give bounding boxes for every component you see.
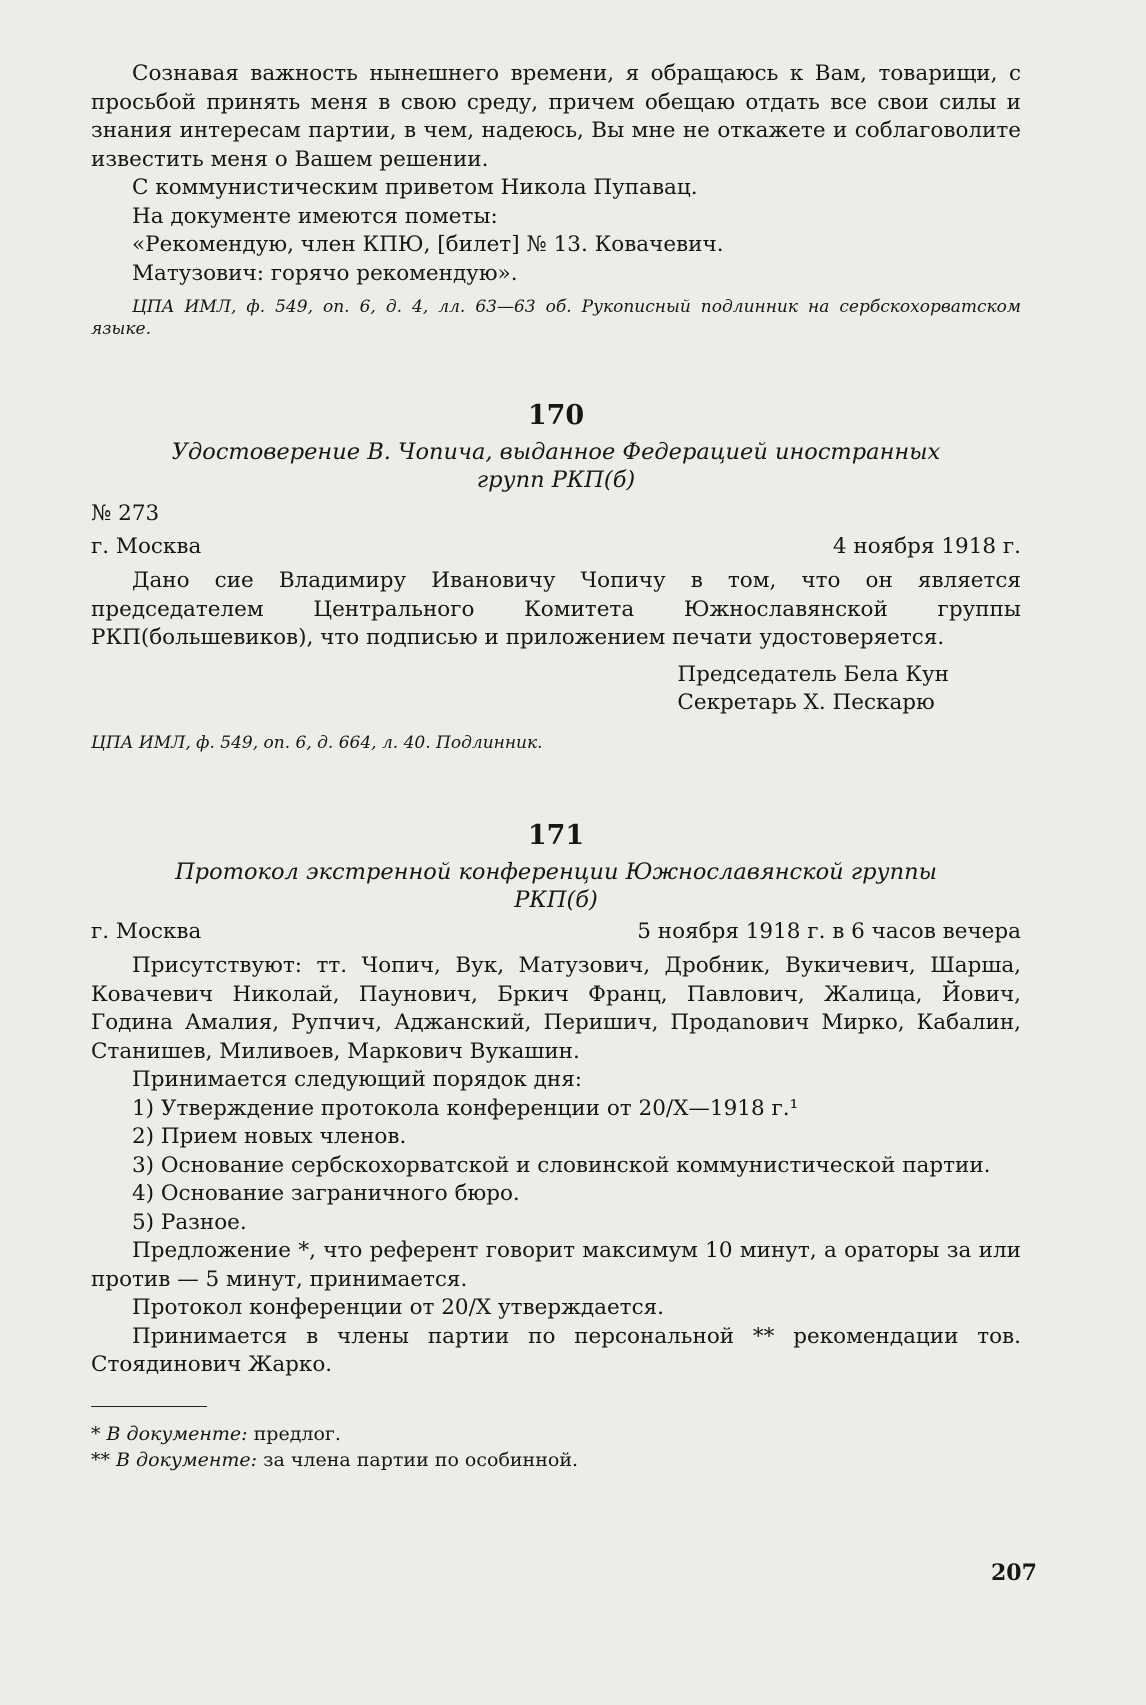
document-number: 170 xyxy=(527,400,585,431)
letter-greeting: С коммунистическим приветом Никола Пупавац. xyxy=(132,175,698,200)
signature-chairman: Председатель Бела Кун xyxy=(677,661,949,687)
footnote xyxy=(91,1421,1021,1447)
agenda-item: 2) Прием новых членов. xyxy=(132,1124,407,1149)
protocol-approved: Протокол конференции от 20/X утверждается. xyxy=(132,1295,665,1320)
proposal-paragraph: Предложение *, что референт говорит максимум 10 минут, а ораторы за или против — 5 минут, принимается. xyxy=(91,1238,1021,1292)
footnote-mark: * В документе: xyxy=(91,1422,248,1445)
signature-secretary: Секретарь Х. Пескарю xyxy=(677,690,935,715)
document-title: Протокол экстренной конференции Южнославянской группы РКП(б) xyxy=(175,858,937,913)
place: г. Москва xyxy=(91,533,202,559)
signature-block xyxy=(677,661,949,718)
archive-source: ЦПА ИМЛ, ф. 549, оп. 6, д. 664, л. 40. Подлинник. xyxy=(91,732,543,753)
footnote-text: предлог. xyxy=(247,1422,341,1445)
agenda-item: 5) Разное. xyxy=(132,1209,247,1235)
letter-paragraph: Сознавая важность нынешнего времени, я обращаюсь к Вам, товарищи, с просьбой принять меня в свою среду, причем обещаю отдать все свои силы и знания интересам партии, в чем, надеюсь, Вы мне не откажете и соблаговолите известить меня о Вашем решении. xyxy=(91,61,1021,172)
place-date-row xyxy=(91,533,1021,562)
footnote-mark: ** В документе: xyxy=(91,1448,258,1471)
page-number: 207 xyxy=(991,1560,1037,1586)
document-body: Дано сие Владимиру Ивановичу Чопичу в том, что он является председателем Центрального Комитета Южнославянской группы РКП(большевиков), что подписью и приложением печати удостоверяется. xyxy=(91,568,1021,650)
text-column xyxy=(91,60,1021,1473)
agenda-intro: Принимается следующий порядок дня: xyxy=(132,1067,583,1092)
archive-source: ЦПА ИМЛ, ф. 549, оп. 6, д. 4, лл. 63—63 об. Рукописный подлинник на сербскохорватском языке. xyxy=(91,297,1021,339)
agenda-item: 3) Основание сербскохорватской и словинской коммунистической партии. xyxy=(132,1152,991,1178)
place: г. Москва xyxy=(91,918,202,944)
document-title: Удостоверение В. Чопича, выданное Федерацией иностранных групп РКП(б) xyxy=(171,439,941,493)
marks-intro: На документе имеются пометы: xyxy=(132,203,498,229)
agenda-item: 1) Утверждение протокола конференции от 20/X—1918 г.¹ xyxy=(132,1095,799,1121)
membership-paragraph: Принимается в члены партии по персональной ** рекомендации тов. Стоядинович Жарко. xyxy=(91,1323,1021,1377)
date: 4 ноября 1918 г. xyxy=(832,533,1021,559)
signatures xyxy=(91,661,1021,718)
mark-2: Матузович: горячо рекомендую». xyxy=(132,260,518,286)
footnote xyxy=(91,1447,1021,1473)
footnote-rule xyxy=(91,1406,207,1407)
place-date-row xyxy=(91,918,1021,947)
attendees: Присутствуют: тт. Чопич, Вук, Матузович, Дробник, Вукичевич, Шарша, Ковачевич Николай, Паунович, Бркич Франц, Павлович, Жалица, Йович, Година Амалия, Рупчич, Аджанский, Перишич, Продanoвич Мирко, Кабалин, Станишев, Миливоев, Маркович Вукашин. xyxy=(91,953,1021,1064)
date: 5 ноября 1918 г. в 6 часов вечера xyxy=(637,918,1021,944)
agenda-item: 4) Основание заграничного бюро. xyxy=(132,1181,520,1206)
footnote-text: за члена партии по особинной. xyxy=(257,1448,579,1471)
registration-number: № 273 xyxy=(91,501,160,526)
mark-1: «Рекомендую, член КПЮ, [билет] № 13. Ковачевич. xyxy=(132,232,724,257)
document-number: 171 xyxy=(527,819,585,851)
